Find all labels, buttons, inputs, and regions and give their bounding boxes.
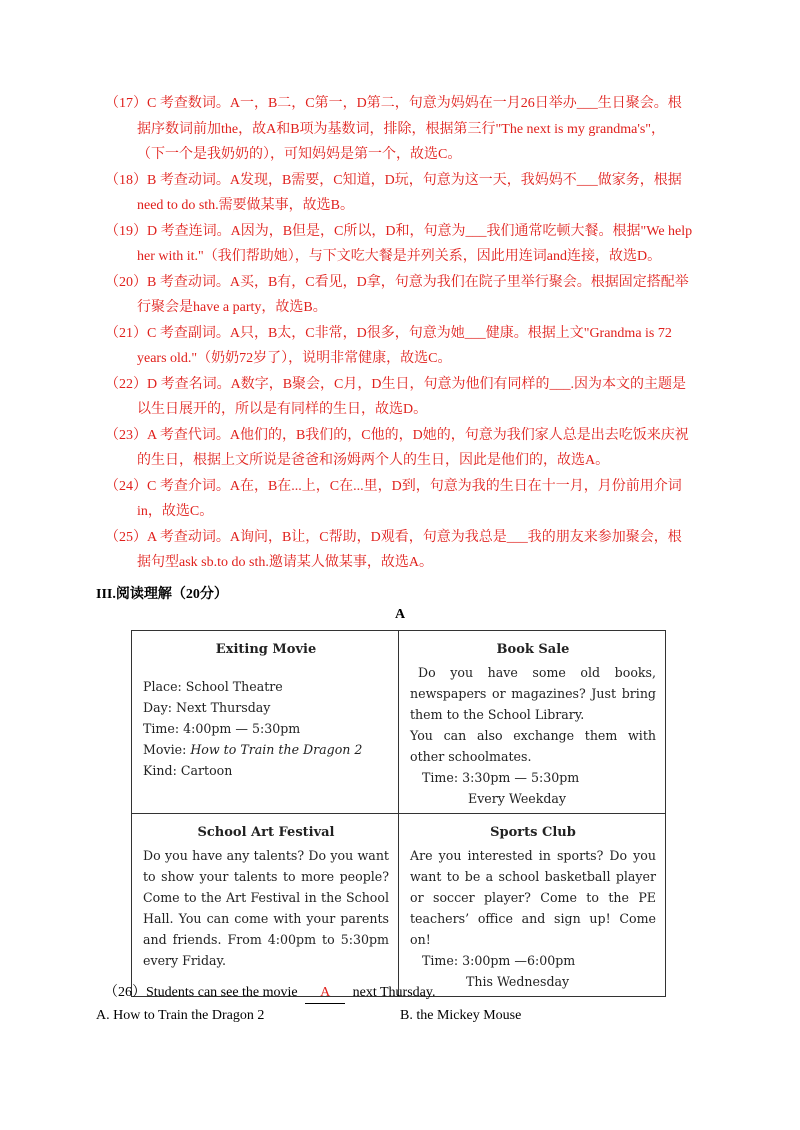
passage-label: A <box>394 607 406 622</box>
book-sale-text: Do you have some old books, newspapers or magazines? Just bring them to the School Library. <box>410 665 656 722</box>
sports-club-time: Time: 3:00pm —6:00pm <box>422 953 576 968</box>
art-festival-notice <box>132 814 399 997</box>
sports-club-when: This Wednesday <box>466 974 570 989</box>
sports-club-title: Sports Club <box>490 825 576 840</box>
book-sale-exchange: You can also exchange them with other schoolmates. <box>410 728 656 764</box>
option-a: A. How to Train the Dragon 2 <box>96 1008 265 1023</box>
movie-day: Day: Next Thursday <box>143 700 271 715</box>
answer-23: （23）A 考查代词。A他们的，B我们的，C他的，D她的，句意为我们家人总是出去吃饭来庆祝 的生日，根据上文所说是爸爸和汤姆两个人的生日，因此是他们的，故选A。 <box>105 427 689 468</box>
movie-notice <box>132 631 399 814</box>
book-sale-title: Book Sale <box>496 642 570 657</box>
movie-time: Time: 4:00pm — 5:30pm <box>143 721 301 736</box>
answer-19: （19）D 考查连词。A因为，B但是，C所以，D和，句意为___我们通常吃顿大餐。根据"We help her with it."（我们帮助她），与下文吃大餐是并列关系，因此用连词and连接，故选D。 <box>105 223 693 264</box>
book-sale-time: Time: 3:30pm — 5:30pm <box>422 770 580 785</box>
answer-21: （21）C 考查副词。A只，B太，C非常，D很多，句意为她___健康。根据上文"Grandma is 72 years old."（奶奶72岁了），说明非常健康，故选C。 <box>105 325 672 366</box>
answer-25: （25）A 考查动词。A询问，B让，C帮助，D观看，句意为我总是___我的朋友来参加聚会，根 据句型ask sb.to do sth.邀请某人做某事，故选A。 <box>105 529 682 570</box>
notice-board-table <box>131 630 666 997</box>
option-b: B. the Mickey Mouse <box>400 1008 522 1023</box>
sports-club-text: Are you interested in sports? Do you want to be a school basketball player or soccer player? Come to the PE teachers’ office and sign up! Come on! <box>410 848 656 947</box>
sports-club-notice <box>399 814 666 997</box>
answer-blank: A <box>305 983 345 1004</box>
art-festival-title: School Art Festival <box>197 825 335 840</box>
movie-name: How to Train the Dragon 2 <box>190 742 363 757</box>
answer-20: （20）B 考查动词。A买，B有，C看见，D拿，句意为我们在院子里举行聚会。根据固定搭配举 行聚会是have a party，故选B。 <box>105 274 689 315</box>
answer-explanations <box>105 91 705 576</box>
movie-name-line <box>143 739 389 760</box>
section-title: III.阅读理解（20分） <box>96 587 228 602</box>
question-26: （26）Students can see the movie A next Thursday. <box>104 983 435 1004</box>
movie-label: Movie: <box>143 742 191 757</box>
movie-place: Place: School Theatre <box>143 679 283 694</box>
book-sale-notice <box>399 631 666 814</box>
movie-kind: Kind: Cartoon <box>143 763 233 778</box>
art-festival-text: Do you have any talents? Do you want to show your talents to more people? Come to the Art Festival in the School Hall. You can come with your parents and friends. From 4:00pm to 5:30pm every Friday. <box>143 848 389 968</box>
book-sale-when: Every Weekday <box>468 791 567 806</box>
answer-17: （17）C 考查数词。A一，B二，C第一，D第二，句意为妈妈在一月26日举办___生日聚会。根 据序数词前加the，故A和B项为基数词，排除，根据第三行"The next is my grandma's"， （下一个是我奶奶的），可知妈妈是第一个，故选C。 <box>105 96 682 162</box>
answer-18: （18）B 考查动词。A发现，B需要，C知道，D玩，句意为这一天，我妈妈不___做家务，根据 need to do sth.需要做某事，故选B。 <box>105 172 682 213</box>
movie-title: Exiting Movie <box>215 642 317 657</box>
answer-24: （24）C 考查介词。A在，B在...上，C在...里，D到，句意为我的生日在十一月，月份前用介词 in，故选C。 <box>105 478 682 519</box>
answer-22: （22）D 考查名词。A数字，B聚会，C月，D生日，句意为他们有同样的___.因为本文的主题是 以生日展开的，所以是有同样的生日，故选D。 <box>105 376 687 417</box>
